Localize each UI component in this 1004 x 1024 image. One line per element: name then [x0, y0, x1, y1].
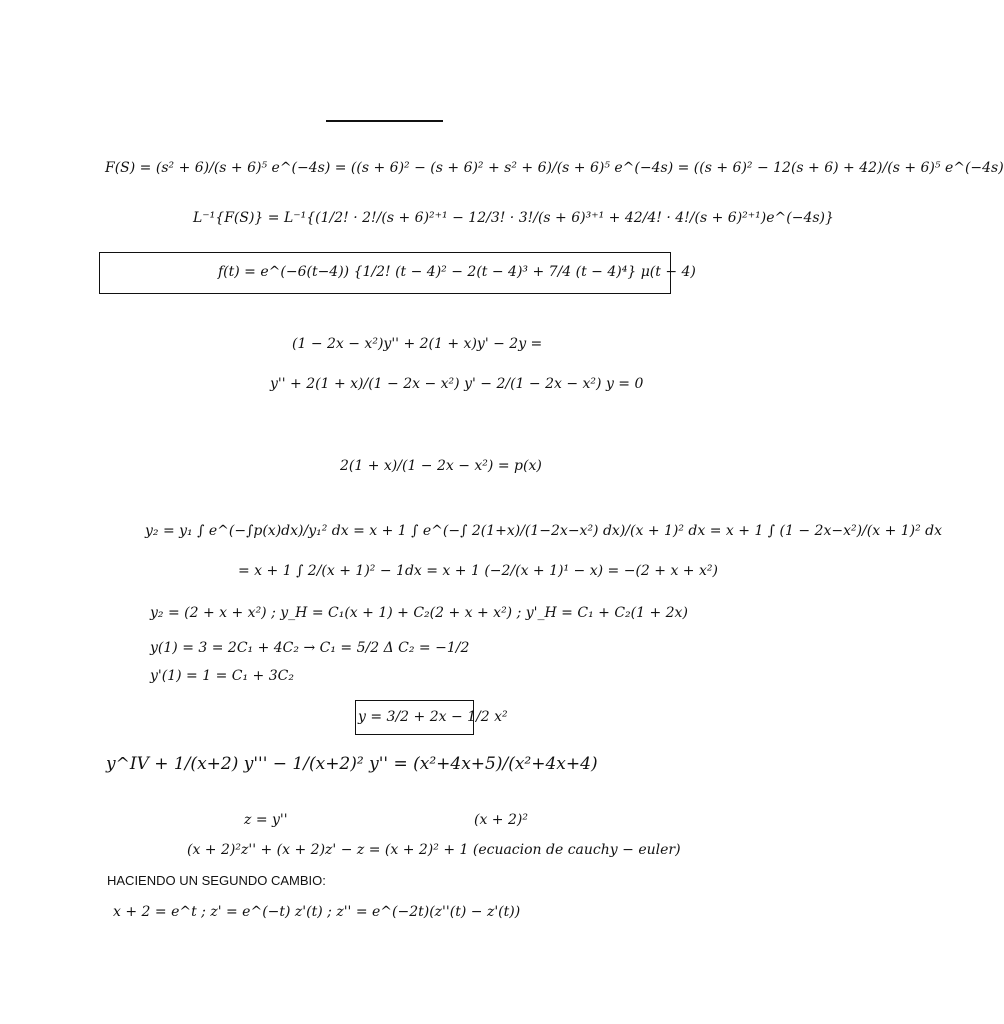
- reduction-of-order-continued: = x + 1 ∫ 2/(x + 1)² − 1dx = x + 1 (−2/(x + 1)¹ − x) = −(2 + x + x²): [238, 563, 718, 579]
- top-rule: [326, 120, 443, 122]
- inverse-laplace-equation: L⁻¹{F(S)} = L⁻¹{(1/2! · 2!/(s + 6)²⁺¹ − 12/3! · 3!/(s + 6)³⁺¹ + 42/4! · 4!/(s + 6)²⁺¹)e^(−4s)}: [193, 210, 834, 226]
- laplace-transform-equation: F(S) = (s² + 6)/(s + 6)⁵ e^(−4s) = ((s + 6)² − (s + 6)² + s² + 6)/(s + 6)⁵ e^(−4s) = ((s + 6)² − 12(s + 6) + 42)/(s + 6)⁵ e^(−4s): [105, 160, 1004, 176]
- fourth-order-equation: y^IV + 1/(x+2) y''' − 1/(x+2)² y'' = (x²+4x+5)/(x²+4x+4): [106, 754, 598, 774]
- reduction-of-order-formula: y₂ = y₁ ∫ e^(−∫p(x)dx)/y₁² dx = x + 1 ∫ e^(−∫ 2(1+x)/(1−2x−x²) dx)/(x + 1)² dx = x + 1 ∫ (1 − 2x−x²)/(x + 1)² dx: [145, 523, 943, 539]
- substitution: z = y'': [244, 812, 288, 828]
- general-solution: y₂ = (2 + x + x²) ; y_H = C₁(x + 1) + C₂(2 + x + x²) ; y'_H = C₁ + C₂(1 + 2x): [150, 605, 688, 621]
- time-domain-result: f(t) = e^(−6(t−4)) {1/2! (t − 4)² − 2(t − 4)³ + 7/4 (t − 4)⁴} μ(t − 4): [218, 264, 696, 280]
- boxed-solution: y = 3/2 + 2x − 1/2 x²: [358, 709, 508, 725]
- cauchy-euler-equation: (x + 2)²z'' + (x + 2)z' − z = (x + 2)² + 1 (ecuacion de cauchy − euler): [187, 842, 681, 858]
- change-of-variable: x + 2 = e^t ; z' = e^(−t) z'(t) ; z'' = e^(−2t)(z''(t) − z'(t)): [113, 904, 521, 920]
- multiplier: (x + 2)²: [474, 812, 528, 828]
- section-label: HACIENDO UN SEGUNDO CAMBIO:: [107, 873, 326, 888]
- initial-condition-2: y'(1) = 1 = C₁ + 3C₂: [150, 668, 294, 684]
- initial-condition-1: y(1) = 3 = 2C₁ + 4C₂ → C₁ = 5/2 Δ C₂ = −1/2: [150, 640, 470, 656]
- ode-original: (1 − 2x − x²)y'' + 2(1 + x)y' − 2y =: [292, 336, 543, 352]
- ode-standard-form: y'' + 2(1 + x)/(1 − 2x − x²) y' − 2/(1 − 2x − x²) y = 0: [270, 376, 644, 392]
- p-definition: 2(1 + x)/(1 − 2x − x²) = p(x): [340, 458, 542, 474]
